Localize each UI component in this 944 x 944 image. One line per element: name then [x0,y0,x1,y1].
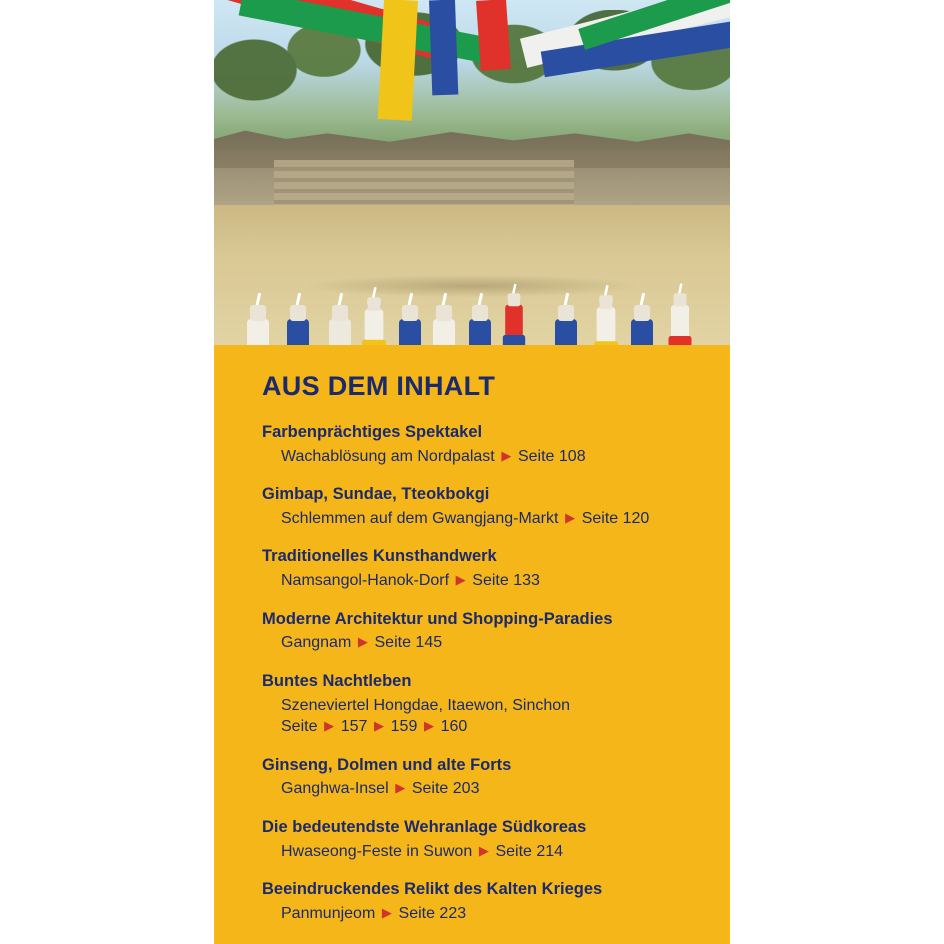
toc-entry[interactable] [262,879,696,924]
toc-entry[interactable] [262,484,696,529]
toc-entry-subtitle [262,632,696,654]
arrow-right-icon: ▶ [561,509,579,525]
toc-entry-subtitle-part: 160 [440,718,468,736]
toc-entry-subtitle-part: Seite 214 [495,842,564,860]
arrow-right-icon: ▶ [452,572,470,588]
toc-entry-subtitle [262,570,696,592]
photo-streamer-yellow [378,0,418,121]
toc-entry-subtitle [262,841,696,863]
arrow-right-icon: ▶ [378,904,396,920]
toc-entry-subtitle-line [281,570,696,592]
toc-entry-subtitle-part: Wachablösung am Nordpalast [281,447,495,465]
toc-entry-subtitle [262,508,696,530]
toc-entry-subtitle-part: Seite 120 [581,509,650,527]
arrow-right-icon: ▶ [475,842,493,858]
toc-entry-subtitle [262,695,696,738]
toc-entry-subtitle-part: 159 [390,718,418,736]
photo-streamer-blue-center [429,0,458,95]
toc-entry-subtitle-part: Seite 223 [398,904,467,922]
toc-entry-subtitle-line [281,446,696,468]
header-photo [214,0,730,345]
toc-entry-subtitle [262,903,696,925]
toc-entry-title: Die bedeutendste Wehranlage Südkoreas [262,817,587,836]
photo-ground-shadow [214,268,730,302]
toc-entry[interactable] [262,422,696,467]
toc-entry-subtitle-line [281,903,696,925]
toc-entry-subtitle-part: Gangnam [281,634,352,652]
toc-entry-subtitle-part: Schlemmen auf dem Gwangjang-Markt [281,509,559,527]
toc-entry-subtitle-line [281,716,696,738]
toc-entry[interactable] [262,546,696,591]
toc-entry-subtitle-part: Seite 108 [517,447,586,465]
toc-entry-subtitle-line [281,778,696,800]
content-panel [214,0,730,944]
toc-entry-title: Buntes Nachtleben [262,671,412,690]
toc-entry-subtitle-part: Namsangol-Hanok-Dorf [281,572,450,590]
toc-entry-subtitle-line [281,508,696,530]
toc-entry-subtitle-part: Seite [281,718,318,736]
toc-entry[interactable] [262,671,696,738]
toc-content [214,345,730,924]
toc-entry-list [262,422,696,924]
toc-entry-subtitle-line [281,632,696,654]
toc-entry-title: Ginseng, Dolmen und alte Forts [262,755,512,774]
toc-entry-title: Gimbap, Sundae, Tteokbokgi [262,485,490,504]
toc-entry[interactable] [262,609,696,654]
toc-entry-title: Farbenprächtiges Spektakel [262,423,483,441]
arrow-right-icon: ▶ [497,447,515,463]
toc-entry-subtitle-part: Hwaseong-Feste in Suwon [281,842,473,860]
arrow-right-icon: ▶ [370,718,388,734]
arrow-right-icon: ▶ [320,718,338,734]
toc-entry-subtitle [262,778,696,800]
toc-entry[interactable] [262,817,696,862]
toc-entry-subtitle-part: Ganghwa-Insel [281,780,389,798]
toc-entry[interactable] [262,755,696,800]
toc-entry-subtitle-line [281,841,696,863]
toc-entry-subtitle [262,446,696,468]
toc-entry-title: Beeindruckendes Relikt des Kalten Krieges [262,880,603,899]
toc-entry-subtitle-part: Seite 133 [472,572,540,590]
toc-entry-subtitle-part: Szeneviertel Hongdae, Itaewon, Sinchon [281,696,571,714]
arrow-right-icon: ▶ [354,634,372,650]
toc-entry-subtitle-line [281,695,696,717]
toc-entry-title: Traditionelles Kunsthandwerk [262,547,497,566]
toc-entry-title: Moderne Architektur und Shopping-Paradies [262,609,613,628]
toc-entry-subtitle-part: Seite 145 [374,634,443,652]
toc-entry-subtitle-part: Seite 203 [411,780,480,798]
arrow-right-icon: ▶ [391,780,409,796]
toc-entry-subtitle-part: 157 [340,718,368,736]
arrow-right-icon: ▶ [420,718,438,734]
page-title: AUS DEM INHALT [262,371,496,401]
photo-streamer-red-center [476,0,511,71]
toc-entry-subtitle-part: Panmunjeom [281,904,376,922]
